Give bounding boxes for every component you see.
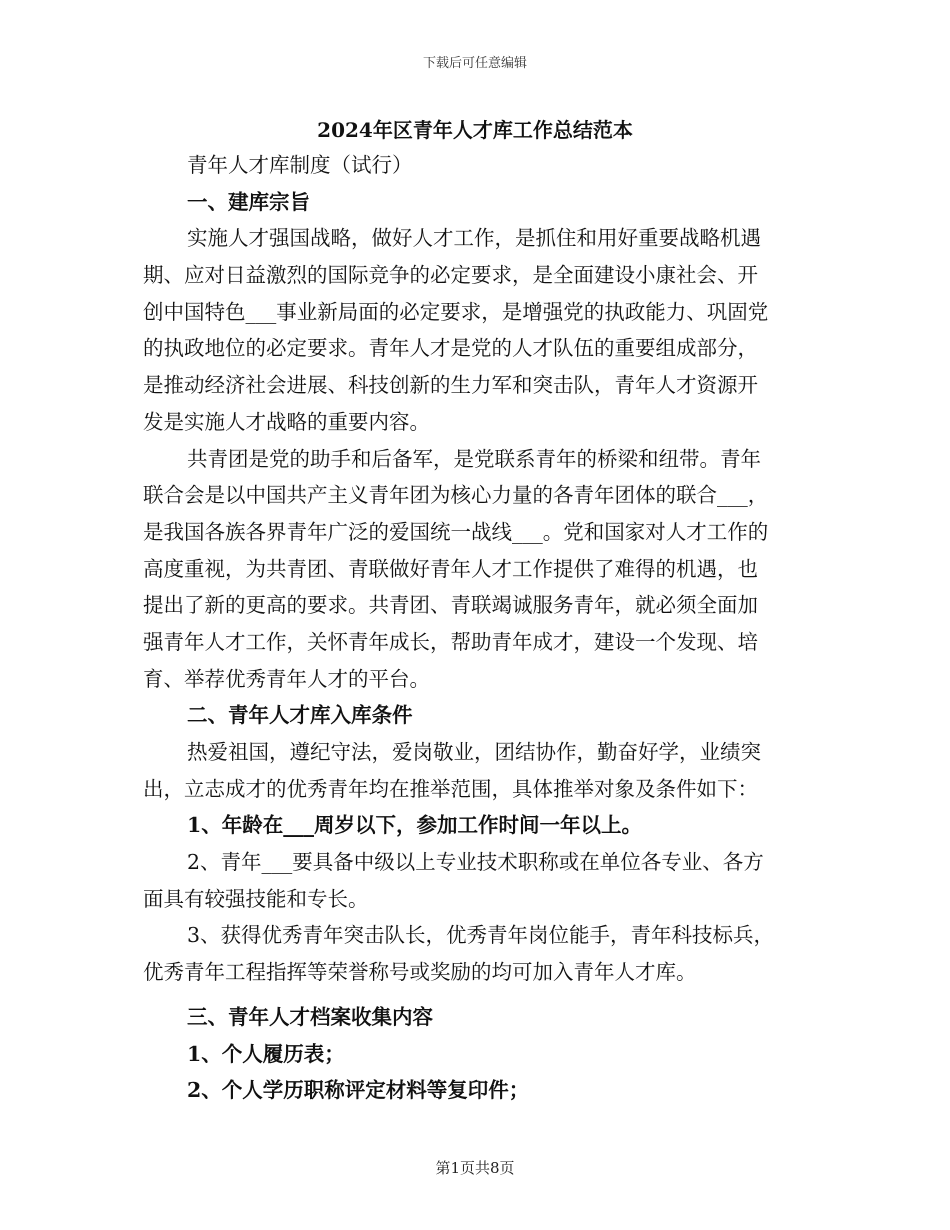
page-number: 第1页共8页 (435, 1159, 515, 1177)
list-item: 1、个人履历表； (187, 1041, 345, 1066)
paragraph-line: 育、举荐优秀青年人才的平台。 (143, 666, 430, 691)
list-item: 3、获得优秀青年突击队长，优秀青年岗位能手，青年科技标兵， (187, 923, 775, 948)
subtitle-line: 青年人才库制度（试行） (187, 153, 413, 177)
paragraph-line: 是我国各族各界青年广泛的爱国统一战线___。党和国家对人才工作的 (143, 519, 769, 544)
paragraph-line: 共青团是党的助手和后备军，是党联系青年的桥梁和纽带。青年 (187, 446, 761, 471)
paragraph-line: 面具有较强技能和专长。 (143, 886, 369, 911)
section-heading: 三、青年人才档案收集内容 (187, 1004, 433, 1029)
document-title: 2024年区青年人才库工作总结范本 (317, 118, 633, 142)
paragraph-line: 热爱祖国，遵纪守法，爱岗敬业，团结协作，勤奋好学，业绩突 (187, 740, 761, 764)
section-heading: 一、建库宗旨 (187, 189, 310, 214)
paragraph-line: 联合会是以中国共产主义青年团为核心力量的各青年团体的联合___， (143, 483, 769, 508)
paragraph-line: 出，立志成才的优秀青年均在推举范围，具体推举对象及条件如下： (143, 776, 758, 801)
paragraph-line: 强青年人才工作，关怀青年成长，帮助青年成才，建设一个发现、培 (143, 629, 758, 654)
paragraph-line: 期、应对日益激烈的国际竞争的必定要求，是全面建设小康社会、开 (143, 263, 758, 288)
paragraph-line: 提出了新的更高的要求。共青团、青联竭诚服务青年，就必须全面加 (143, 593, 758, 618)
paragraph-line: 优秀青年工程指挥等荣誉称号或奖励的均可加入青年人才库。 (143, 960, 697, 985)
paragraph-line: 的执政地位的必定要求。青年人才是党的人才队伍的重要组成部分， (143, 336, 758, 361)
list-item: 2、个人学历职称评定材料等复印件； (187, 1078, 530, 1103)
paragraph-line: 高度重视，为共青团、青联做好青年人才工作提供了难得的机遇，也 (143, 556, 758, 581)
paragraph-line: 发是实施人才战略的重要内容。 (143, 409, 430, 434)
paragraph-line: 是推动经济社会进展、科技创新的生力军和突击队，青年人才资源开 (143, 373, 758, 398)
paragraph-line: 创中国特色___事业新局面的必定要求，是增强党的执政能力、巩固党 (143, 299, 769, 324)
paragraph-line: 实施人才强国战略，做好人才工作，是抓住和用好重要战略机遇 (187, 226, 761, 251)
section-heading: 二、青年人才库入库条件 (187, 703, 413, 728)
page-header-note: 下载后可任意编辑 (422, 56, 527, 71)
list-item: 2、青年___要具备中级以上专业技术职称或在单位各专业、各方 (187, 850, 764, 875)
list-item: 1、年龄在___周岁以下，参加工作时间一年以上。 (187, 813, 643, 838)
document-body (143, 147, 807, 1109)
